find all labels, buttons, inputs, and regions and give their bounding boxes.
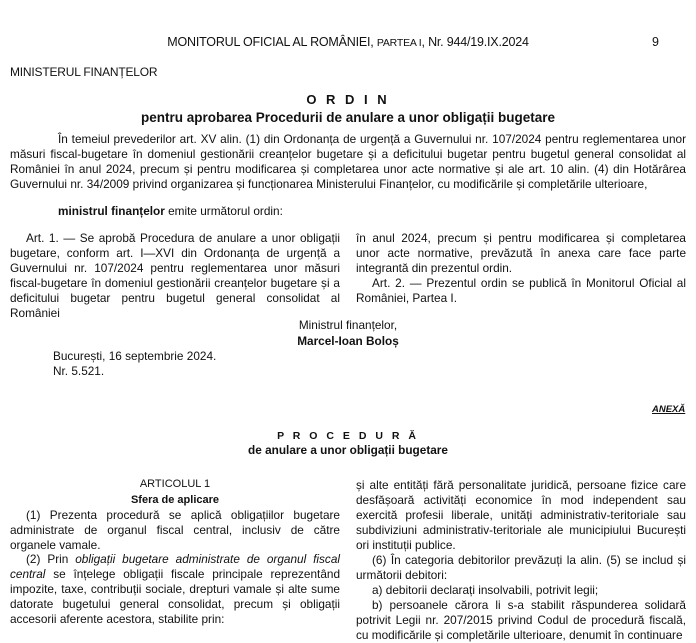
place-date: București, 16 septembrie 2024. bbox=[53, 349, 217, 363]
article-1-continuation: în anul 2024, precum și pentru modificarea și completarea unor acte normative, prevăzută în anexa care face parte integrantă din prezentul ordin. bbox=[356, 231, 686, 275]
article-1-right-block bbox=[356, 231, 686, 306]
paragraph-6-b: b) persoanele cărora li s-a stabilit răspunderea solidară potrivit Legii nr. 207/2015 privind Codul de procedură fiscală, cu modificările și completările ulterioare, denumit în continuare bbox=[356, 598, 686, 642]
paragraph-1: (1) Prezenta procedură se aplică obligațiilor bugetare administrate de organul fiscal central, inclusiv de către organele vamale. bbox=[10, 508, 340, 552]
signer-role: Ministrul finanțelor, bbox=[298, 318, 398, 332]
article-heading: ARTICOLUL 1 bbox=[139, 478, 211, 490]
publication-name: MONITORUL OFICIAL AL ROMÂNIEI, bbox=[167, 35, 377, 49]
preamble: În temeiul prevederilor art. XV alin. (1) din Ordonanța de urgență a Guvernului nr. 107/2024 pentru reglementarea unor măsuri fiscal-bugetare în domeniul gestionării creanțelor bugetare și a deficitului bugetar pentru bugetul general consolidat al României în anul 2024, precum și pentru modificarea și completarea unor acte normative și ale art. 10 alin. (4) din Hotărârea Guvernului nr. 34/2009 privind organizarea și funcționarea Ministerului Finanțelor, cu modificările și completările ulterioare, bbox=[10, 132, 686, 191]
order-number: Nr. 5.521. bbox=[53, 364, 105, 378]
emitter-line bbox=[58, 204, 283, 218]
order-subtitle: pentru aprobarea Procedurii de anulare a unor obligații bugetare bbox=[140, 110, 556, 125]
procedure-title: P R O C E D U R Ă bbox=[277, 430, 419, 442]
paragraph-2-rest: se înțelege obligații fiscale principale reprezentând impozite, taxe, contribuții sociale, drepturi vamale și alte sume datorate bugetului general consolidat, precum și obligații accesorii aferente acestora, stabilite prin: bbox=[10, 567, 340, 626]
paragraph-2-term: obligații bugetare administrate de organul fiscal central bbox=[10, 552, 340, 581]
article-1-left: Art. 1. — Se aprobă Procedura de anulare a unor obligații bugetare, conform art. I—XVI din Ordonanța de urgență a Guvernului nr. 107/2024 pentru reglementarea unor măsuri fiscal-bugetare în domeniul gestionării creanțelor bugetare și a deficitului bugetar pentru bugetul general consolidat al României bbox=[10, 231, 340, 320]
paragraph-5-continuation: și alte entități fără personalitate juridică, persoane fizice care desfășoară activități economice în mod independent sau exercită profesii liberale, unități administrativ-teritoriale sau subdiviziuni administrativ-teritoriale ale municipiului București ori instituții publice. bbox=[356, 478, 686, 552]
article-subheading: Sfera de aplicare bbox=[130, 494, 220, 506]
running-header bbox=[0, 35, 696, 49]
emitter-rest: emite următorul ordin: bbox=[164, 204, 283, 218]
paragraph-6-a: a) debitorii declarați insolvabili, potrivit legii; bbox=[372, 583, 599, 597]
order-title: O R D I N bbox=[306, 92, 390, 107]
page-number: 9 bbox=[652, 35, 659, 49]
procedure-subtitle: de anulare a unor obligații bugetare bbox=[248, 443, 448, 457]
issuer: MINISTERUL FINANȚELOR bbox=[10, 65, 158, 79]
paragraph-6: (6) În categoria debitorilor prevăzuți la alin. (5) se includ și următorii debitori: bbox=[356, 553, 686, 582]
paragraph-2-start: (2) Prin bbox=[26, 552, 76, 566]
signer-name: Marcel-Ioan Boloș bbox=[297, 334, 399, 348]
article-2: Art. 2. — Prezentul ordin se publică în Monitorul Oficial al României, Partea I. bbox=[356, 276, 686, 305]
paragraph-2 bbox=[10, 552, 340, 627]
publication-part: PARTEA I bbox=[376, 37, 422, 49]
right-column-annex bbox=[356, 478, 686, 643]
publication-issue: , Nr. 944/19.IX.2024 bbox=[421, 35, 529, 49]
emitter-bold: ministrul finanțelor bbox=[58, 204, 165, 218]
annex-label: ANEXĂ bbox=[652, 404, 686, 415]
